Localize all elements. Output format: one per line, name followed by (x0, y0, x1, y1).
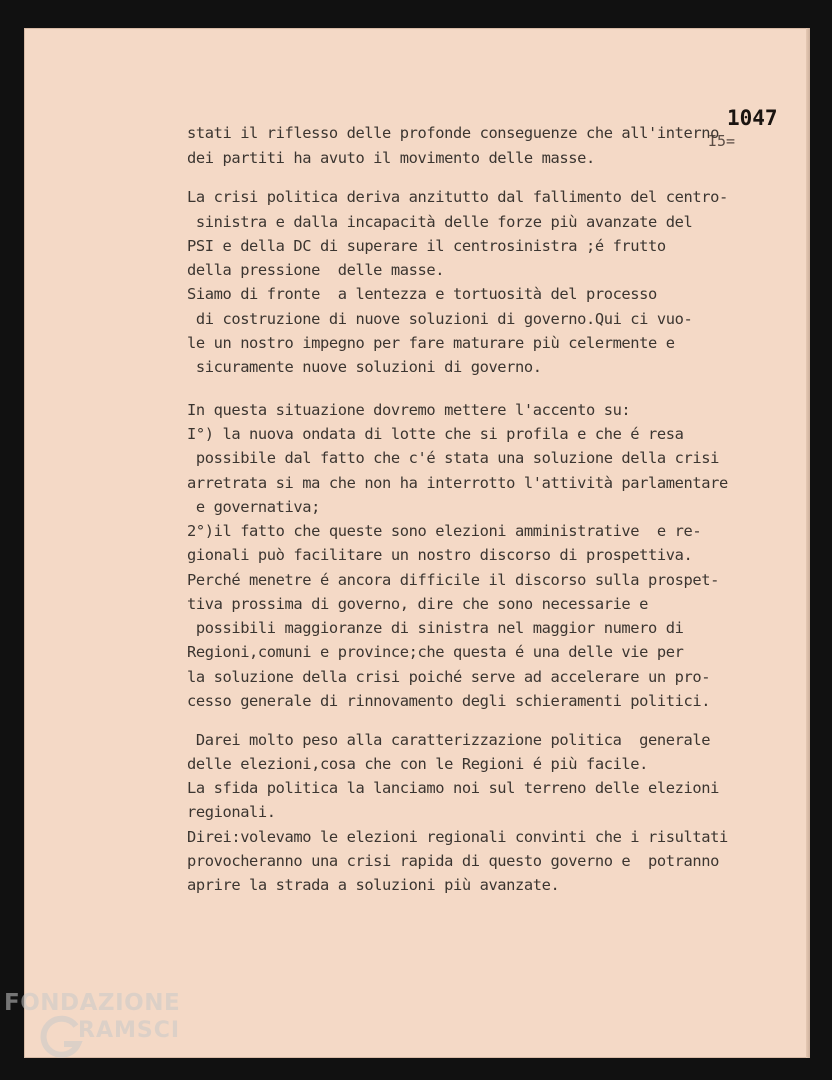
text-line: Darei molto peso alla caratterizzazione politica generale (187, 731, 711, 749)
text-line: stati il riflesso delle profonde conseguenze che all'interno (187, 124, 719, 142)
text-line: I°) la nuova ondata di lotte che si profila e che é resa (187, 425, 684, 443)
text-line: cesso generale di rinnovamento degli schieramenti politici. (187, 692, 711, 710)
text-line: e governativa; (187, 498, 320, 516)
text-line: le un nostro impegno per fare maturare più celermente e (187, 334, 675, 352)
text-line: sinistra e dalla incapacità delle forze più avanzate del (187, 213, 693, 231)
text-line: dei partiti ha avuto il movimento delle masse. (187, 149, 595, 167)
watermark-line1: FONDAZIONE (4, 990, 181, 1016)
fondazione-gramsci-watermark (0, 988, 210, 1068)
text-line: Direi:volevamo le elezioni regionali convinti che i risultati (187, 828, 728, 846)
text-line: arretrata si ma che non ha interrotto l'attività parlamentare (187, 474, 728, 492)
text-line: della pressione delle masse. (187, 261, 445, 279)
text-line: sicuramente nuove soluzioni di governo. (187, 358, 542, 376)
text-line: regionali. (187, 803, 276, 821)
text-line: gionali può facilitare un nostro discorso di prospettiva. (187, 546, 693, 564)
text-line: tiva prossima di governo, dire che sono necessarie e (187, 595, 649, 613)
text-line: Regioni,comuni e province;che questa é una delle vie per (187, 643, 684, 661)
document-page (24, 28, 810, 1058)
text-line: delle elezioni,cosa che con le Regioni é più facile. (187, 755, 649, 773)
text-line: In questa situazione dovremo mettere l'accento su: (187, 401, 631, 419)
text-line: PSI e della DC di superare il centrosinistra ;é frutto (187, 237, 666, 255)
watermark-line2: RAMSCI (78, 1018, 181, 1043)
text-line: 2°)il fatto che queste sono elezioni amministrative e re- (187, 522, 702, 540)
page-mark: I5= (708, 132, 736, 150)
page-number: 1047 (727, 106, 778, 130)
text-line: Siamo di fronte a lentezza e tortuosità del processo (187, 285, 657, 303)
text-line: La crisi politica deriva anzitutto dal fallimento del centro- (187, 188, 728, 206)
text-line: aprire la strada a soluzioni più avanzate. (187, 876, 560, 894)
text-line: Perché menetre é ancora difficile il discorso sulla prospet- (187, 571, 719, 589)
text-line: possibili maggioranze di sinistra nel maggior numero di (187, 619, 684, 637)
typed-text (24, 28, 810, 894)
text-line: la soluzione della crisi poiché serve ad accelerare un pro- (187, 668, 711, 686)
text-line: La sfida politica la lanciamo noi sul terreno delle elezioni (187, 779, 719, 797)
text-line: possibile dal fatto che c'é stata una soluzione della crisi (187, 449, 719, 467)
text-line: di costruzione di nuove soluzioni di governo.Qui ci vuo- (187, 310, 693, 328)
text-line: provocheranno una crisi rapida di questo governo e potranno (187, 852, 719, 870)
